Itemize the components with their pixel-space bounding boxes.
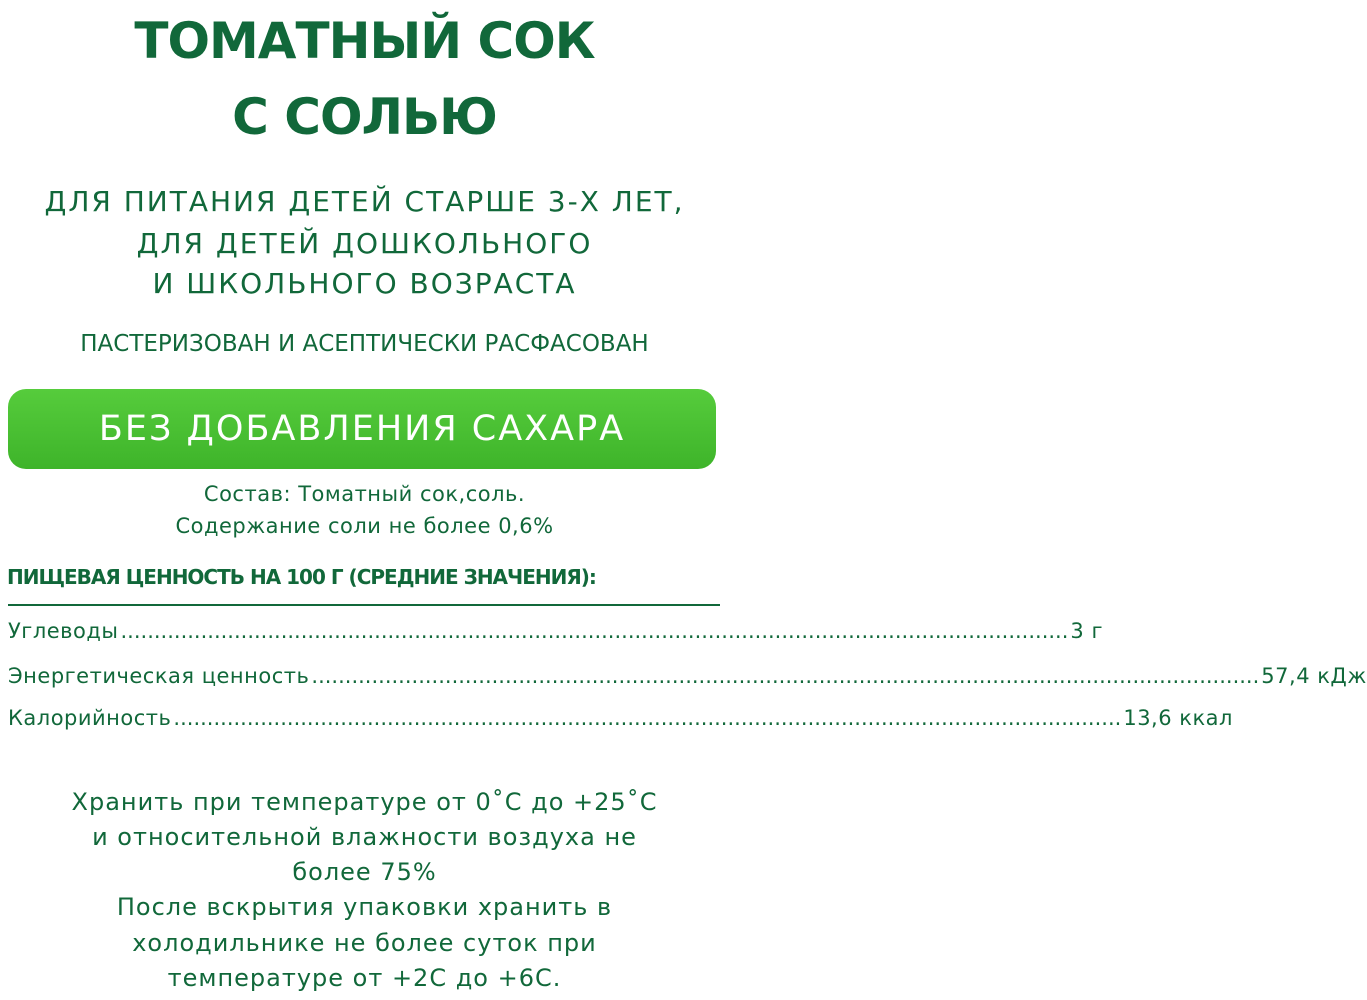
dot-leader: .............................................................................................................................................. bbox=[120, 619, 1069, 643]
storage-line3: более 75% bbox=[292, 858, 437, 886]
dot-leader: .............................................................................................................................................. bbox=[173, 706, 1122, 730]
nutrition-row-calories bbox=[8, 700, 1233, 736]
nutrition-row-value: 3 г bbox=[1070, 619, 1103, 643]
storage-line5: холодильнике не более суток при bbox=[132, 929, 597, 957]
nutrition-header: ПИЩЕВАЯ ЦЕННОСТЬ НА 100 Г (СРЕДНИЕ ЗНАЧЕНИЯ): bbox=[7, 565, 596, 589]
product-title-line1: ТОМАТНЫЙ СОК bbox=[134, 12, 595, 70]
nutrition-row-label: Энергетическая ценность bbox=[8, 664, 310, 688]
nutrition-row-energy bbox=[8, 658, 1367, 694]
processing-info: ПАСТЕРИЗОВАН И АСЕПТИЧЕСКИ РАСФАСОВАН bbox=[80, 331, 649, 357]
dot-leader: .............................................................................................................................................. bbox=[311, 664, 1260, 688]
product-title-line2: С СОЛЬЮ bbox=[232, 88, 497, 146]
nutrition-row-label: Калорийность bbox=[8, 706, 172, 730]
age-info-line1: ДЛЯ ПИТАНИЯ ДЕТЕЙ СТАРШЕ 3-Х ЛЕТ, bbox=[44, 185, 685, 218]
composition-line2: Содержание соли не более 0,6% bbox=[175, 514, 554, 538]
storage-line2: и относительной влажности воздуха не bbox=[92, 823, 637, 851]
age-info-line3: И ШКОЛЬНОГО ВОЗРАСТА bbox=[152, 267, 577, 300]
nutrition-divider bbox=[8, 604, 720, 606]
composition-line1: Состав: Томатный сок,соль. bbox=[203, 482, 526, 506]
storage-line6: температуре от +2С до +6С. bbox=[167, 964, 562, 992]
nutrition-row-value: 57,4 кДж bbox=[1261, 664, 1367, 688]
storage-line4: После вскрытия упаковки хранить в bbox=[116, 893, 613, 921]
nutrition-row-carbs bbox=[8, 613, 1103, 649]
nutrition-row-label: Углеводы bbox=[8, 619, 119, 643]
nutrition-row-value: 13,6 ккал bbox=[1123, 706, 1233, 730]
no-sugar-banner: БЕЗ ДОБАВЛЕНИЯ САХАРА bbox=[8, 389, 716, 469]
age-info-line2: ДЛЯ ДЕТЕЙ ДОШКОЛЬНОГО bbox=[136, 227, 593, 260]
storage-line1: Хранить при температуре от 0˚С до +25˚С bbox=[71, 788, 658, 816]
